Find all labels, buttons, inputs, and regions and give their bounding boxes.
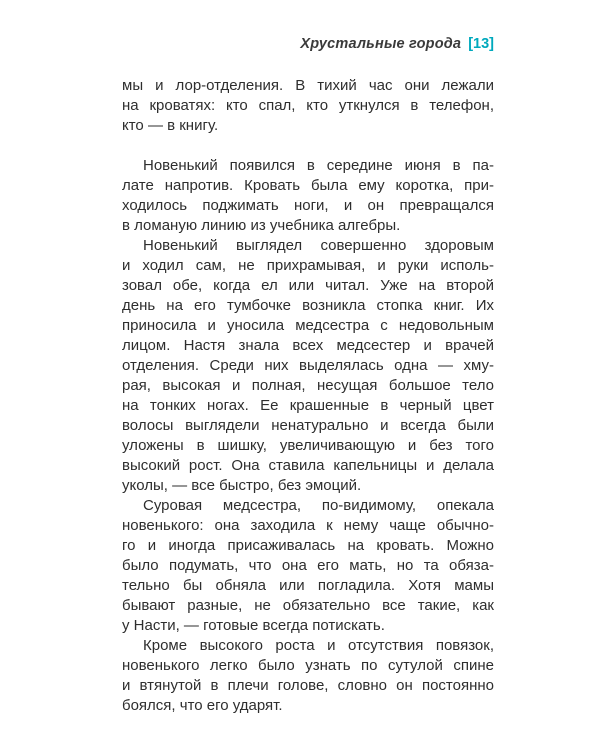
text-line: уложены в шишку, увеличивающую и без того [122, 437, 494, 454]
text-line: Суровая медсестра, по-видимому, опекала [143, 497, 494, 514]
text-line: Кроме высокого роста и отсутствия повязок, [143, 637, 494, 654]
text-line: бывают разные, не обязательно все такие, как [122, 597, 494, 614]
running-header-title: Хрустальные города [300, 36, 462, 52]
text-line: волосы выглядели ненатурально и всегда были [122, 417, 494, 434]
text-line: Новенький появился в середине июня в па- [143, 157, 494, 174]
page-number: [13] [468, 36, 494, 52]
text-line: на кроватях: кто спал, кто уткнулся в телефон, [122, 97, 494, 114]
text-line: лицом. Настя знала всех медсестер и врачей [122, 337, 494, 354]
paragraph [122, 76, 494, 136]
text-line: новенького легко было узнать по сутулой спине [122, 657, 494, 674]
text-line: лате напротив. Кровать была ему коротка, при- [122, 177, 494, 194]
text-line: уколы, — все быстро, без эмоций. [122, 477, 362, 494]
paragraph [122, 636, 494, 716]
text-line: ходилось поджимать ноги, и он превращался [122, 197, 494, 214]
body-text [122, 76, 494, 716]
text-line: Новенький выглядел совершенно здоровым [143, 237, 494, 254]
text-line: отделения. Среди них выделялась одна — хму- [122, 357, 494, 374]
text-line: и ходил сам, не прихрамывая, и руки исполь- [122, 257, 494, 274]
text-line: было подумать, что она его мать, но та обяза- [122, 557, 494, 574]
text-line: день на его тумбочке возникла стопка книг. Их [122, 297, 494, 314]
paragraph [122, 496, 494, 636]
paragraph [122, 156, 494, 236]
text-line: зовал обе, когда ел или читал. Уже на второй [122, 277, 494, 294]
running-header [122, 36, 494, 52]
text-line: высокий рост. Она ставила капельницы и делала [122, 457, 494, 474]
text-line: рая, высокая и полная, несущая большое тело [122, 377, 494, 394]
text-line: боялся, что его ударят. [122, 697, 283, 714]
text-line: го и иногда присаживалась на кровать. Можно [122, 537, 494, 554]
text-line: приносила и уносила медсестра с недовольным [122, 317, 494, 334]
text-line: у Насти, — готовые всегда потискать. [122, 617, 385, 634]
text-line: мы и лор-отделения. В тихий час они лежали [122, 77, 494, 94]
text-line: на тонких ногах. Ее крашенные в черный цвет [122, 397, 494, 414]
text-line: кто — в книгу. [122, 117, 219, 134]
text-line: тельно бы обняла или погладила. Хотя мамы [122, 577, 494, 594]
text-line: новенького: она заходила к нему чаще обычно- [122, 517, 494, 534]
text-line: и втянутой в плечи голове, словно он постоянно [122, 677, 494, 694]
text-line: в ломаную линию из учебника алгебры. [122, 217, 401, 234]
paragraph [122, 236, 494, 496]
